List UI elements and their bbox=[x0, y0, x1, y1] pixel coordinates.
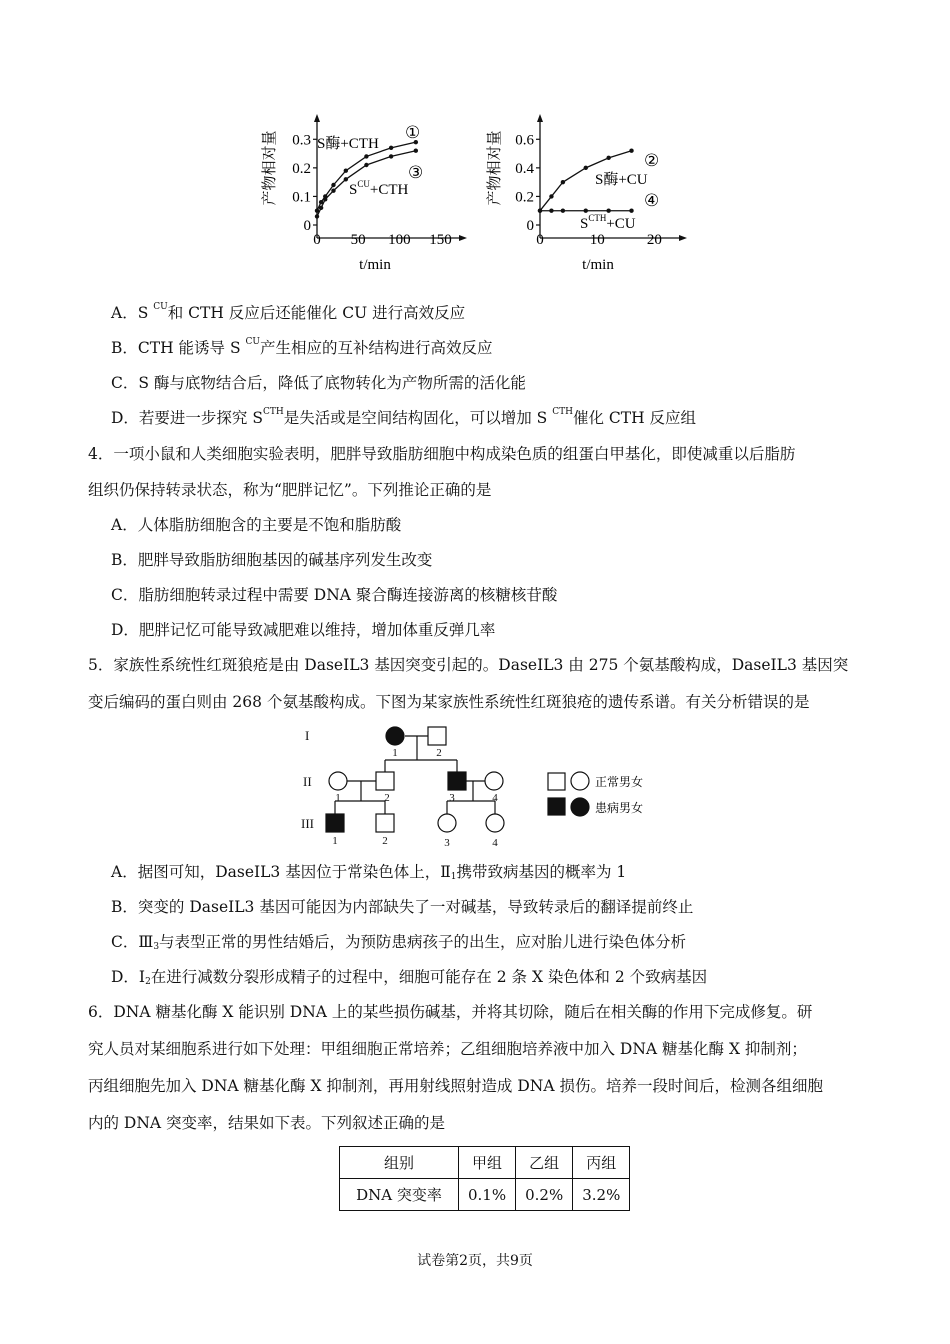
series-label-bottom: $S^{CU}+CTH$ bbox=[349, 179, 409, 198]
q6-stem-line3: 丙组细胞先加入 DNA 糖基化酶 X 抑制剂，再用射线照射造成 DNA 损伤。培养一段时间后，检测各组细胞 bbox=[88, 1077, 823, 1095]
y-tick-label: 0.6 bbox=[515, 132, 534, 149]
data-point bbox=[606, 156, 610, 160]
figure-2-chart bbox=[480, 108, 695, 273]
pedigree-II4-normal-female bbox=[485, 772, 503, 790]
pedigree-chart bbox=[295, 722, 675, 850]
pedigree-number: 2 bbox=[384, 792, 390, 804]
pedigree-I2-normal-male bbox=[428, 727, 446, 745]
y-tick-label: 0.3 bbox=[292, 132, 311, 149]
q6-stem-line1: 6．DNA 糖基化酶 X 能识别 DNA 上的某些损伤碱基，并将其切除，随后在相关酶的作用下完成修复。研 bbox=[88, 1003, 813, 1021]
data-point bbox=[389, 154, 393, 158]
series-label-top: S酶+CU bbox=[595, 172, 648, 188]
x-tick-label: 20 bbox=[646, 232, 662, 248]
data-point bbox=[584, 209, 588, 213]
x-tick-label: 10 bbox=[589, 232, 605, 248]
q4-stem-line1: 4．一项小鼠和人类细胞实验表明，肥胖导致脂肪细胞中构成染色质的组蛋白甲基化，即使减重以后脂肪 bbox=[88, 445, 796, 463]
legend-normal-female bbox=[571, 772, 589, 790]
pedigree-number: 1 bbox=[332, 835, 338, 847]
pedigree-number: 2 bbox=[382, 835, 388, 847]
data-point bbox=[629, 209, 633, 213]
pedigree-II1-normal-female bbox=[329, 772, 347, 790]
generation-label-2: II bbox=[303, 774, 312, 789]
pedigree-II2-normal-male bbox=[376, 772, 394, 790]
legend-affected-male bbox=[548, 798, 565, 815]
legend-normal-male bbox=[548, 773, 565, 790]
q4-option-a: A．人体脂肪细胞含的主要是不饱和脂肪酸 bbox=[111, 516, 402, 534]
legend-affected-label: 患病男女 bbox=[595, 801, 644, 815]
marker-3: ③ bbox=[408, 163, 424, 182]
q4-option-b: B．肥胖导致脂肪细胞基因的碱基序列发生改变 bbox=[111, 551, 433, 569]
generation-label-1: I bbox=[305, 728, 310, 743]
x-axis-label: t/min bbox=[582, 257, 614, 273]
table-cell: 0.2% bbox=[516, 1179, 573, 1211]
pedigree-I1-affected-female bbox=[386, 727, 404, 745]
table-row bbox=[340, 1179, 630, 1211]
y-tick-label: 0.2 bbox=[292, 160, 311, 177]
series-line-1 bbox=[317, 142, 416, 211]
y-tick-label: 0.2 bbox=[515, 189, 534, 206]
q5-option-b: B．突变的 DaseIL3 基因可能因为内部缺失了一对碱基，导致转录后的翻译提前终止 bbox=[111, 898, 694, 916]
series-label-bottom: $S^{CTH}+CU$ bbox=[580, 213, 636, 232]
q3-option-c: C．S 酶与底物结合后，降低了底物转化为产物所需的活化能 bbox=[111, 374, 526, 392]
data-point bbox=[319, 206, 323, 210]
pedigree-number: 3 bbox=[444, 837, 450, 849]
page-footer: 试卷第2页，共9页 bbox=[417, 1253, 533, 1269]
x-tick-label: 0 bbox=[313, 232, 321, 248]
table-cell: 3.2% bbox=[573, 1179, 630, 1211]
x-tick-label: 50 bbox=[350, 232, 366, 248]
table-cell: DNA 突变率 bbox=[340, 1179, 459, 1211]
pedigree-number: 2 bbox=[436, 747, 442, 759]
q5-option-d: D．I2在进行减数分裂形成精子的过程中，细胞可能存在 2 条 X 染色体和 2 个致病基因 bbox=[111, 968, 708, 987]
table-cell: 乙组 bbox=[516, 1147, 573, 1179]
marker-4: ④ bbox=[644, 191, 660, 210]
table-cell: 组别 bbox=[340, 1147, 459, 1179]
y-tick-label: 0 bbox=[526, 218, 534, 234]
marker-2: ② bbox=[644, 151, 660, 170]
x-tick-label: 0 bbox=[536, 232, 544, 248]
x-axis-label: t/min bbox=[359, 257, 391, 273]
pedigree-number: 3 bbox=[449, 792, 455, 804]
data-point bbox=[323, 197, 327, 201]
q6-stem-line2: 究人员对某细胞系进行如下处理：甲组细胞正常培养；乙组细胞培养液中加入 DNA 糖基化酶 X 抑制剂； bbox=[88, 1040, 807, 1058]
series-label-top: S酶+CTH bbox=[317, 136, 379, 152]
table-cell: 0.1% bbox=[459, 1179, 516, 1211]
table-header-row bbox=[340, 1147, 630, 1179]
pedigree-II3-affected-male bbox=[448, 772, 466, 790]
pedigree-number: 4 bbox=[492, 792, 498, 804]
q3-option-b: B．CTH 能诱导 S $^{CU}$产生相应的互补结构进行高效反应 bbox=[111, 337, 493, 357]
legend-normal-label: 正常男女 bbox=[595, 775, 644, 789]
data-point bbox=[538, 209, 542, 213]
pedigree-III4-normal-female bbox=[486, 814, 504, 832]
data-point bbox=[584, 166, 588, 170]
data-point bbox=[344, 169, 348, 173]
data-point bbox=[364, 154, 368, 158]
pedigree-number: 1 bbox=[335, 792, 341, 804]
q3-option-d: D．若要进一步探究 $S^{CTH}$是失活或是空间结构固化，可以增加 S $^{CTH}$催化 CTH 反应组 bbox=[111, 407, 697, 427]
generation-label-3: III bbox=[301, 816, 314, 831]
q5-stem-line2: 变后编码的蛋白则由 268 个氨基酸构成。下图为某家族性系统性红斑狼疮的遗传系谱。有关分析错误的是 bbox=[88, 693, 810, 711]
pedigree-III3-normal-female bbox=[438, 814, 456, 832]
data-point bbox=[331, 183, 335, 187]
marker-1: ① bbox=[405, 123, 421, 142]
pedigree-III2-normal-male bbox=[376, 814, 394, 832]
data-point bbox=[629, 149, 633, 153]
y-tick-label: 0.1 bbox=[292, 189, 311, 206]
q5-stem-line1: 5．家族性系统性红斑狼疮是由 DaseIL3 基因突变引起的。DaseIL3 由 275 个氨基酸构成，DaseIL3 基因突 bbox=[88, 656, 849, 674]
y-tick-label: 0.4 bbox=[515, 160, 534, 177]
table-cell: 丙组 bbox=[573, 1147, 630, 1179]
q4-stem-line2: 组织仍保持转录状态，称为“肥胖记忆”。下列推论正确的是 bbox=[88, 481, 492, 499]
q4-option-c: C．脂肪细胞转录过程中需要 DNA 聚合酶连接游离的核糖核苷酸 bbox=[111, 586, 558, 604]
data-point bbox=[561, 209, 565, 213]
y-tick-label: 0 bbox=[303, 218, 311, 234]
pedigree-number: 4 bbox=[492, 837, 498, 849]
data-point bbox=[549, 194, 553, 198]
data-point bbox=[606, 209, 610, 213]
data-point bbox=[364, 163, 368, 167]
legend-affected-female bbox=[571, 798, 589, 816]
data-point bbox=[331, 189, 335, 193]
q5-option-a: A．据图可知，DaseIL3 基因位于常染色体上，Ⅱ1携带致病基因的概率为 1 bbox=[111, 863, 627, 882]
data-point bbox=[315, 214, 319, 218]
pedigree-III1-affected-male bbox=[326, 814, 344, 832]
figure-1-chart bbox=[255, 108, 470, 273]
y-axis-label: 产物相对量 bbox=[487, 130, 503, 206]
table-cell: 甲组 bbox=[459, 1147, 516, 1179]
x-tick-label: 150 bbox=[429, 232, 452, 248]
pedigree-number: 1 bbox=[392, 747, 398, 759]
mutation-rate-table bbox=[339, 1146, 630, 1211]
q3-option-a: A．S $^{CU}$和 CTH 反应后还能催化 CU 进行高效反应 bbox=[111, 302, 466, 322]
y-axis-label: 产物相对量 bbox=[262, 130, 278, 206]
q5-option-c: C．Ⅲ3与表型正常的男性结婚后，为预防患病孩子的出生，应对胎儿进行染色体分析 bbox=[111, 933, 687, 952]
data-point bbox=[549, 209, 553, 213]
q4-option-d: D．肥胖记忆可能导致减肥难以维持，增加体重反弹几率 bbox=[111, 621, 496, 639]
data-point bbox=[389, 146, 393, 150]
data-point bbox=[344, 177, 348, 181]
q6-stem-line4: 内的 DNA 突变率，结果如下表。下列叙述正确的是 bbox=[88, 1114, 446, 1132]
data-point bbox=[414, 149, 418, 153]
x-tick-label: 100 bbox=[388, 232, 411, 248]
data-point bbox=[561, 180, 565, 184]
